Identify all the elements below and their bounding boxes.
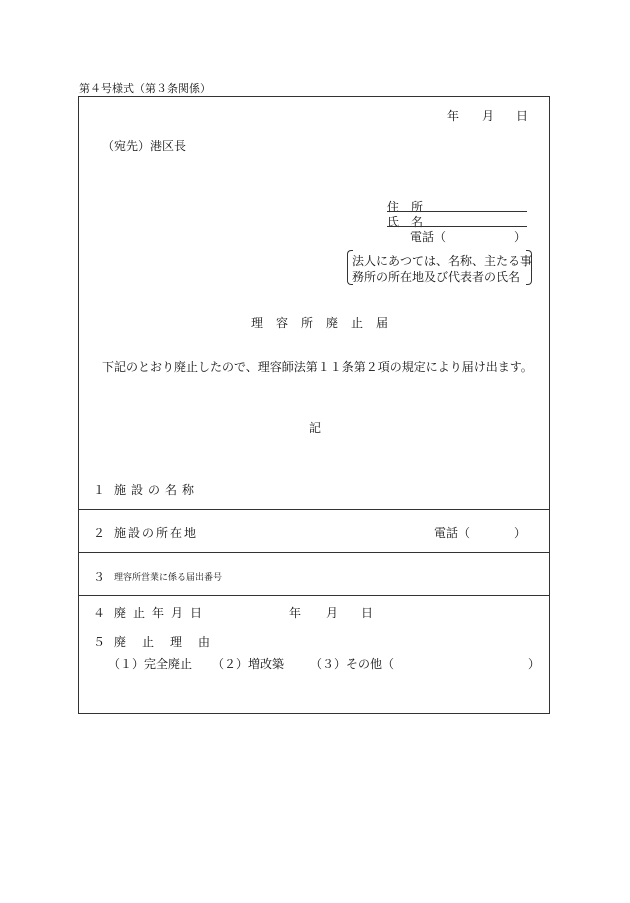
item4-month-label: 月 <box>326 606 339 620</box>
item2-phone-label: 電話（ <box>434 526 471 540</box>
reason-other-close: ） <box>528 657 541 671</box>
addressee: （宛先）港区長 <box>102 139 187 153</box>
item3-number: ３ <box>93 570 106 584</box>
name-label: 氏 名 <box>387 215 424 229</box>
item4-year-label: 年 <box>289 606 302 620</box>
item2-label: 施設の所在地 <box>114 526 199 540</box>
date-year-label: 年 <box>447 109 460 123</box>
item1-number: １ <box>93 483 106 497</box>
form-title: 理容所廃止届 <box>251 316 402 330</box>
item4-number: ４ <box>93 606 106 620</box>
reason-option-renovation: （２）増改築 <box>212 657 285 671</box>
item5-number: ５ <box>93 635 106 649</box>
reason-option-complete: （１）完全廃止 <box>108 657 193 671</box>
row-divider-2 <box>78 552 550 553</box>
applicant-phone-close: ） <box>514 230 527 244</box>
address-label: 住 所 <box>387 200 424 214</box>
item2-phone-close: ） <box>514 526 527 540</box>
reason-option-other: （３）その他（ <box>310 657 395 671</box>
statement: 下記のとおり廃止したので、理容師法第１１条第２項の規定により届け出ます。 <box>102 360 533 374</box>
form-frame <box>78 96 550 714</box>
item3-label: 理容所営業に係る届出番号 <box>114 573 223 583</box>
row-divider-3 <box>78 595 550 596</box>
name-underline <box>387 226 527 227</box>
applicant-phone-label: 電話（ <box>410 230 447 244</box>
item1-label: 施設の名称 <box>114 483 200 497</box>
item4-label: 廃止年月日 <box>114 606 210 620</box>
corporation-note-line2: 務所の所在地及び代表者の氏名 <box>352 270 521 284</box>
address-underline <box>387 211 527 212</box>
item5-label: 廃止理由 <box>114 635 227 649</box>
ki-heading: 記 <box>309 421 322 435</box>
item4-day-label: 日 <box>361 606 374 620</box>
corporation-note-line1: 法人にあつては、名称、主たる事 <box>352 254 533 268</box>
date-day-label: 日 <box>516 109 529 123</box>
item2-number: ２ <box>93 526 106 540</box>
date-month-label: 月 <box>482 109 495 123</box>
row-divider-1 <box>78 509 550 510</box>
form-number-label: 第４号様式（第３条関係） <box>79 82 211 95</box>
